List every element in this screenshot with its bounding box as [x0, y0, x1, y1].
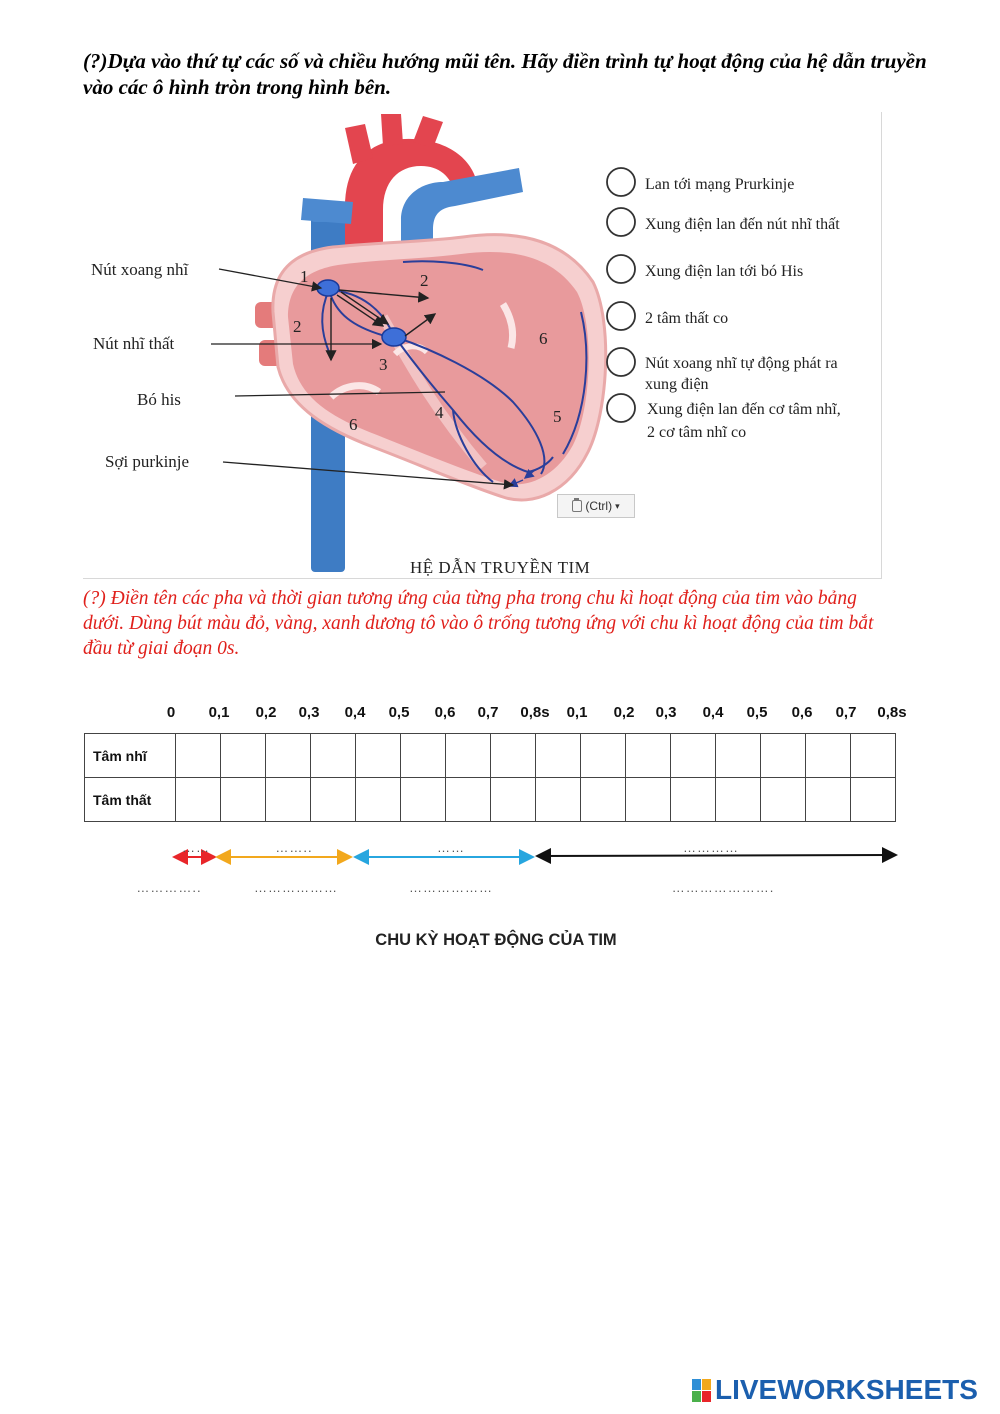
phase-name-blank[interactable]: …….. — [275, 840, 313, 855]
option-circle-3[interactable] — [607, 255, 803, 283]
cycle-cell[interactable] — [761, 778, 806, 822]
tick-label: 0,2 — [613, 704, 635, 721]
question-2: (?) Điền tên các pha và thời gian tương ứng của từng pha trong chu kì hoạt động của tim vào bảng dưới. Dùng bút màu đỏ, vàng, xanh dương tô vào ô trống tương ứng với chu kì hoạt động của tim bắt đầu từ giai đoạn 0s. — [83, 588, 874, 659]
number-3: 3 — [379, 355, 388, 374]
cycle-cell[interactable] — [671, 734, 716, 778]
tick-label: 0,7 — [477, 704, 499, 721]
cycle-cell[interactable] — [581, 778, 626, 822]
row-label-ventricles: Tâm thất — [85, 778, 176, 822]
cycle-cell[interactable] — [581, 734, 626, 778]
cycle-cell[interactable] — [176, 778, 221, 822]
tick-label: 0,4 — [702, 704, 724, 721]
brand-name: LIVEWORKSHEETS — [715, 1374, 978, 1405]
label-purkinje: Sợi purkinje — [105, 452, 190, 471]
cycle-cell[interactable] — [221, 734, 266, 778]
cycle-cell[interactable] — [851, 734, 896, 778]
tick-label: 0,5 — [388, 704, 410, 721]
row-label-atria: Tâm nhĩ — [85, 734, 176, 778]
tick-label: 0,6 — [434, 704, 456, 721]
cycle-cell[interactable] — [806, 734, 851, 778]
cycle-cell[interactable] — [626, 734, 671, 778]
liveworksheets-logo-icon — [692, 1379, 711, 1402]
cycle-cell[interactable] — [671, 778, 716, 822]
paste-options-button[interactable] — [557, 494, 635, 518]
timeline-ticks — [0, 704, 1000, 728]
number-2: 2 — [293, 317, 302, 336]
number-2: 2 — [420, 271, 429, 290]
pulmonary-artery-right — [301, 198, 353, 224]
av-node — [382, 328, 406, 346]
cycle-cell[interactable] — [311, 734, 356, 778]
heart-cycle-table — [84, 733, 896, 822]
cycle-cell[interactable] — [851, 778, 896, 822]
label-sinoatrial-node: Nút xoang nhĩ — [91, 260, 189, 279]
option-text: xung điện — [645, 376, 709, 393]
cycle-cell[interactable] — [401, 734, 446, 778]
phase-time-blank[interactable]: ………….. — [136, 880, 202, 895]
heart-conduction-figure — [83, 112, 882, 579]
cycle-caption: CHU KỲ HOẠT ĐỘNG CỦA TIM — [375, 931, 617, 949]
cycle-cell[interactable] — [491, 734, 536, 778]
tick-label: 0,4 — [344, 704, 366, 721]
phase-arrows — [0, 838, 1000, 878]
cycle-cell[interactable] — [806, 778, 851, 822]
option-text: Lan tới mạng Prurkinje — [645, 176, 795, 193]
cycle-cell[interactable] — [491, 778, 536, 822]
cycle-cell[interactable] — [446, 734, 491, 778]
question-1: (?)Dựa vào thứ tự các số và chiều hướng mũi tên. Hãy điền trình tự hoạt động của hệ dẫn truyền vào các ô hình tròn trong hình bên. — [83, 49, 927, 99]
number-6: 6 — [539, 329, 548, 348]
cycle-cell[interactable] — [356, 778, 401, 822]
cycle-cell[interactable] — [176, 734, 221, 778]
phase-time-blank[interactable]: ……………… — [409, 880, 493, 895]
option-text: 2 tâm thất co — [645, 310, 729, 327]
option-text: Xung điện lan đến nút nhĩ thất — [645, 216, 840, 233]
phase-time-blank[interactable]: …………………. — [671, 880, 775, 895]
phase-name-blank[interactable]: …… — [437, 840, 465, 855]
cycle-cell[interactable] — [221, 778, 266, 822]
dropdown-arrow-icon: ▾ — [615, 500, 620, 511]
aorta-branch — [345, 124, 373, 164]
cycle-cell[interactable] — [356, 734, 401, 778]
liveworksheets-brand — [692, 1374, 978, 1406]
phase-time-blank[interactable]: ……………… — [254, 880, 338, 895]
option-text: Nút xoang nhĩ tự động phát ra — [645, 355, 838, 372]
heart-diagram — [83, 112, 881, 578]
tick-label: 0,5 — [746, 704, 768, 721]
cycle-cell[interactable] — [266, 778, 311, 822]
cycle-cell[interactable] — [716, 778, 761, 822]
option-text: 2 cơ tâm nhĩ co — [647, 424, 747, 441]
tick-label: 0,7 — [835, 704, 857, 721]
tick-label: 0,3 — [298, 704, 320, 721]
clipboard-icon — [572, 500, 582, 512]
cycle-cell[interactable] — [536, 734, 581, 778]
label-bundle-his: Bó his — [137, 390, 181, 409]
aorta-branch — [413, 116, 443, 148]
phase-name-blank[interactable]: …… — [182, 840, 210, 855]
option-circle-1[interactable] — [607, 168, 794, 196]
figure-caption: HỆ DẪN TRUYỀN TIM — [410, 558, 591, 577]
tick-label: 0 — [166, 704, 176, 721]
cycle-cell[interactable] — [401, 778, 446, 822]
option-text: Xung điện lan đến cơ tâm nhĩ, — [647, 401, 841, 418]
cycle-cell[interactable] — [446, 778, 491, 822]
cycle-cell[interactable] — [536, 778, 581, 822]
number-4: 4 — [435, 403, 444, 422]
number-6: 6 — [349, 415, 358, 434]
tick-label: 0,8s — [520, 704, 550, 721]
phase-name-blank[interactable]: ………… — [683, 840, 739, 855]
option-circle-4[interactable] — [607, 302, 728, 330]
phase-arrow-black — [537, 855, 896, 856]
row-atria — [85, 734, 896, 778]
cycle-cell[interactable] — [626, 778, 671, 822]
tick-label: 0,1 — [208, 704, 230, 721]
cycle-cell[interactable] — [716, 734, 761, 778]
option-text: Xung điện lan tới bó His — [645, 263, 804, 280]
number-5: 5 — [553, 407, 562, 426]
label-av-node: Nút nhĩ thất — [93, 334, 175, 353]
option-circle-6[interactable] — [607, 394, 841, 441]
tick-label: 0,6 — [791, 704, 813, 721]
ctrl-label: (Ctrl) — [585, 499, 613, 513]
tick-label: 0,1 — [566, 704, 588, 721]
row-ventricles — [85, 778, 896, 822]
cycle-cell[interactable] — [761, 734, 806, 778]
tick-label: 0,2 — [255, 704, 277, 721]
tick-label: 0,8s — [877, 704, 907, 721]
number-1: 1 — [300, 267, 309, 286]
aorta-branch — [381, 114, 403, 146]
option-circle-2[interactable] — [607, 208, 840, 236]
cycle-cell[interactable] — [266, 734, 311, 778]
tick-label: 0,3 — [655, 704, 677, 721]
cycle-cell[interactable] — [311, 778, 356, 822]
option-circle-5[interactable] — [607, 348, 838, 393]
